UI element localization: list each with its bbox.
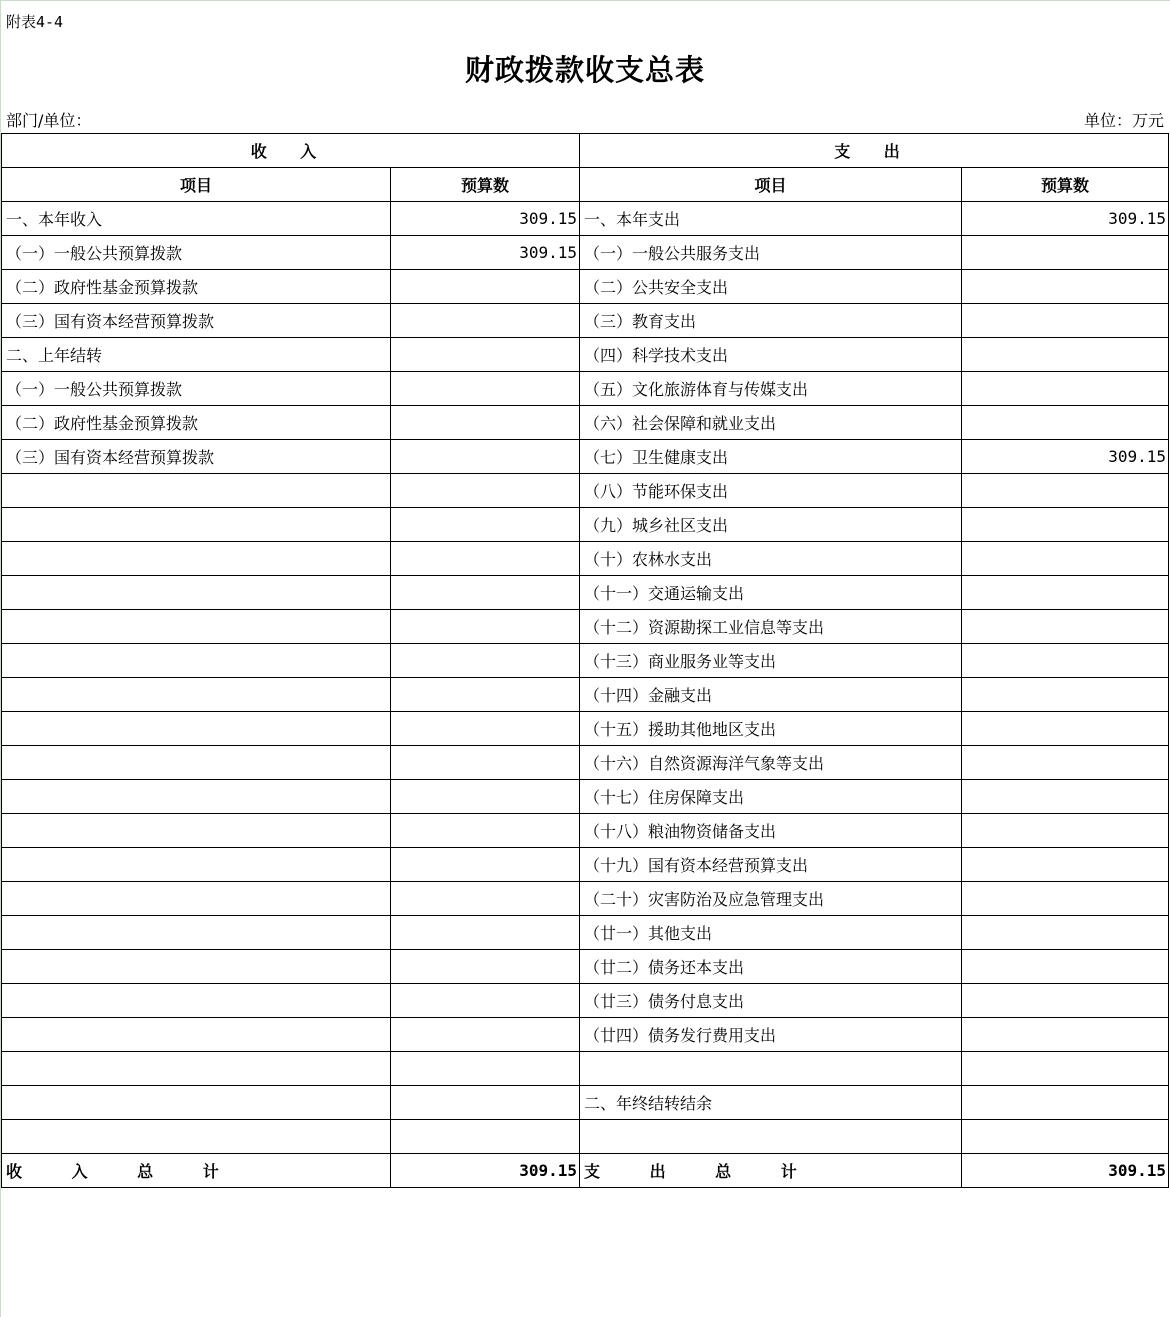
table-row bbox=[2, 644, 1169, 678]
income-budget-cell bbox=[391, 1120, 580, 1154]
income-section-header: 收 入 bbox=[2, 134, 580, 168]
expense-item-cell: （二十）灾害防治及应急管理支出 bbox=[580, 882, 962, 916]
table-row bbox=[2, 576, 1169, 610]
expense-item-cell: （廿三）债务付息支出 bbox=[580, 984, 962, 1018]
expense-item-cell bbox=[580, 1120, 962, 1154]
expense-budget-cell bbox=[962, 372, 1169, 406]
expense-item-cell: （二）公共安全支出 bbox=[580, 270, 962, 304]
expense-budget-cell bbox=[962, 610, 1169, 644]
table-row bbox=[2, 338, 1169, 372]
table-row bbox=[2, 236, 1169, 270]
expense-section-header: 支 出 bbox=[580, 134, 1169, 168]
expense-item-cell: （十）农林水支出 bbox=[580, 542, 962, 576]
table-row bbox=[2, 814, 1169, 848]
income-budget-cell bbox=[391, 508, 580, 542]
expense-budget-cell bbox=[962, 576, 1169, 610]
expense-budget-cell bbox=[962, 508, 1169, 542]
income-item-cell bbox=[2, 712, 391, 746]
income-item-cell: 二、上年结转 bbox=[2, 338, 391, 372]
income-item-cell bbox=[2, 1120, 391, 1154]
expense-budget-cell bbox=[962, 406, 1169, 440]
table-row bbox=[2, 746, 1169, 780]
expense-budget-cell bbox=[962, 984, 1169, 1018]
table-row bbox=[2, 780, 1169, 814]
expense-item-cell: （四）科学技术支出 bbox=[580, 338, 962, 372]
income-budget-cell bbox=[391, 848, 580, 882]
expense-item-cell: 一、本年支出 bbox=[580, 202, 962, 236]
table-row bbox=[2, 848, 1169, 882]
income-item-cell bbox=[2, 542, 391, 576]
expense-budget-cell bbox=[962, 304, 1169, 338]
income-budget-cell bbox=[391, 644, 580, 678]
expense-item-cell: （五）文化旅游体育与传媒支出 bbox=[580, 372, 962, 406]
income-item-cell bbox=[2, 916, 391, 950]
expense-budget-cell bbox=[962, 236, 1169, 270]
income-item-cell bbox=[2, 576, 391, 610]
income-budget-cell bbox=[391, 474, 580, 508]
table-row bbox=[2, 474, 1169, 508]
expense-item-cell: （十四）金融支出 bbox=[580, 678, 962, 712]
unit-label: 单位：万元 bbox=[1083, 111, 1164, 130]
income-total-label: 收 入 总 计 bbox=[2, 1154, 391, 1188]
table-row bbox=[2, 950, 1169, 984]
income-budget-cell bbox=[391, 610, 580, 644]
section-header-row bbox=[2, 134, 1169, 168]
expense-item-cell: （九）城乡社区支出 bbox=[580, 508, 962, 542]
income-item-cell: 一、本年收入 bbox=[2, 202, 391, 236]
income-budget-cell bbox=[391, 916, 580, 950]
income-budget-cell: 309.15 bbox=[391, 202, 580, 236]
expense-total-label: 支 出 总 计 bbox=[580, 1154, 962, 1188]
expense-item-cell: （廿二）债务还本支出 bbox=[580, 950, 962, 984]
income-item-cell bbox=[2, 1086, 391, 1120]
expense-budget-cell bbox=[962, 1018, 1169, 1052]
table-row bbox=[2, 1120, 1169, 1154]
expense-budget-cell bbox=[962, 338, 1169, 372]
income-budget-cell bbox=[391, 1018, 580, 1052]
table-row bbox=[2, 202, 1169, 236]
expense-item-cell: （一）一般公共服务支出 bbox=[580, 236, 962, 270]
table-row bbox=[2, 440, 1169, 474]
income-budget-cell bbox=[391, 372, 580, 406]
income-budget-cell: 309.15 bbox=[391, 236, 580, 270]
table-row bbox=[2, 984, 1169, 1018]
page-title: 财政拨款收支总表 bbox=[464, 53, 705, 87]
expense-budget-cell bbox=[962, 474, 1169, 508]
income-item-cell: （一）一般公共预算拨款 bbox=[2, 236, 391, 270]
income-budget-cell bbox=[391, 882, 580, 916]
expense-item-cell: （十九）国有资本经营预算支出 bbox=[580, 848, 962, 882]
expense-budget-cell bbox=[962, 712, 1169, 746]
expense-item-cell: （六）社会保障和就业支出 bbox=[580, 406, 962, 440]
table-row bbox=[2, 270, 1169, 304]
expense-item-cell: （廿四）债务发行费用支出 bbox=[580, 1018, 962, 1052]
expense-budget-cell bbox=[962, 848, 1169, 882]
income-item-cell: （三）国有资本经营预算拨款 bbox=[2, 304, 391, 338]
column-header-row bbox=[2, 168, 1169, 202]
income-item-cell: （二）政府性基金预算拨款 bbox=[2, 406, 391, 440]
expense-item-cell: 二、年终结转结余 bbox=[580, 1086, 962, 1120]
income-item-cell bbox=[2, 848, 391, 882]
income-budget-cell bbox=[391, 1086, 580, 1120]
attachment-label: 附表4-4 bbox=[6, 13, 64, 31]
income-budget-cell bbox=[391, 1052, 580, 1086]
expense-item-cell: （三）教育支出 bbox=[580, 304, 962, 338]
dept-label: 部门/单位： bbox=[6, 111, 92, 130]
income-budget-cell bbox=[391, 950, 580, 984]
expense-budget-cell: 309.15 bbox=[962, 202, 1169, 236]
expense-item-cell: （十三）商业服务业等支出 bbox=[580, 644, 962, 678]
expense-item-header: 项目 bbox=[580, 168, 962, 202]
table-row bbox=[2, 1018, 1169, 1052]
income-item-cell: （一）一般公共预算拨款 bbox=[2, 372, 391, 406]
income-budget-cell bbox=[391, 780, 580, 814]
income-budget-header: 预算数 bbox=[391, 168, 580, 202]
expense-budget-cell bbox=[962, 882, 1169, 916]
income-budget-cell bbox=[391, 406, 580, 440]
table-row bbox=[2, 916, 1169, 950]
expense-item-cell: （十二）资源勘探工业信息等支出 bbox=[580, 610, 962, 644]
income-budget-cell bbox=[391, 712, 580, 746]
table-row bbox=[2, 1052, 1169, 1086]
expense-budget-cell bbox=[962, 1052, 1169, 1086]
expense-budget-cell bbox=[962, 542, 1169, 576]
expense-budget-cell bbox=[962, 270, 1169, 304]
expense-total-value: 309.15 bbox=[962, 1154, 1169, 1188]
income-item-cell bbox=[2, 610, 391, 644]
table-row bbox=[2, 508, 1169, 542]
expense-budget-cell bbox=[962, 746, 1169, 780]
expense-item-cell: （十八）粮油物资储备支出 bbox=[580, 814, 962, 848]
income-item-cell bbox=[2, 474, 391, 508]
budget-table bbox=[1, 133, 1169, 1188]
income-item-cell bbox=[2, 746, 391, 780]
income-total-value: 309.15 bbox=[391, 1154, 580, 1188]
table-row bbox=[2, 882, 1169, 916]
income-budget-cell bbox=[391, 304, 580, 338]
income-item-cell: （二）政府性基金预算拨款 bbox=[2, 270, 391, 304]
table-row bbox=[2, 372, 1169, 406]
income-item-cell bbox=[2, 814, 391, 848]
expense-budget-cell bbox=[962, 1086, 1169, 1120]
expense-budget-cell bbox=[962, 780, 1169, 814]
expense-item-cell: （七）卫生健康支出 bbox=[580, 440, 962, 474]
table-row bbox=[2, 678, 1169, 712]
expense-budget-cell bbox=[962, 814, 1169, 848]
expense-item-cell: （十六）自然资源海洋气象等支出 bbox=[580, 746, 962, 780]
income-item-cell bbox=[2, 950, 391, 984]
table-row bbox=[2, 1086, 1169, 1120]
income-budget-cell bbox=[391, 270, 580, 304]
expense-item-cell: （十一）交通运输支出 bbox=[580, 576, 962, 610]
income-budget-cell bbox=[391, 440, 580, 474]
expense-budget-cell bbox=[962, 644, 1169, 678]
expense-budget-cell bbox=[962, 678, 1169, 712]
table-row bbox=[2, 406, 1169, 440]
expense-budget-cell bbox=[962, 1120, 1169, 1154]
expense-item-cell bbox=[580, 1052, 962, 1086]
income-item-cell bbox=[2, 1018, 391, 1052]
expense-item-cell: （廿一）其他支出 bbox=[580, 916, 962, 950]
income-item-cell bbox=[2, 644, 391, 678]
table-row bbox=[2, 304, 1169, 338]
table-row bbox=[2, 712, 1169, 746]
income-budget-cell bbox=[391, 542, 580, 576]
expense-item-cell: （十五）援助其他地区支出 bbox=[580, 712, 962, 746]
expense-budget-cell: 309.15 bbox=[962, 440, 1169, 474]
expense-item-cell: （十七）住房保障支出 bbox=[580, 780, 962, 814]
income-item-cell: （三）国有资本经营预算拨款 bbox=[2, 440, 391, 474]
income-item-header: 项目 bbox=[2, 168, 391, 202]
income-item-cell bbox=[2, 508, 391, 542]
income-item-cell bbox=[2, 678, 391, 712]
expense-item-cell: （八）节能环保支出 bbox=[580, 474, 962, 508]
income-budget-cell bbox=[391, 678, 580, 712]
table-row bbox=[2, 610, 1169, 644]
income-budget-cell bbox=[391, 984, 580, 1018]
income-item-cell bbox=[2, 882, 391, 916]
table-row bbox=[2, 542, 1169, 576]
income-budget-cell bbox=[391, 338, 580, 372]
income-item-cell bbox=[2, 1052, 391, 1086]
income-budget-cell bbox=[391, 576, 580, 610]
totals-row bbox=[2, 1154, 1169, 1188]
expense-budget-cell bbox=[962, 916, 1169, 950]
income-budget-cell bbox=[391, 746, 580, 780]
income-item-cell bbox=[2, 984, 391, 1018]
income-item-cell bbox=[2, 780, 391, 814]
income-budget-cell bbox=[391, 814, 580, 848]
sheet-top-border bbox=[0, 0, 1170, 1]
expense-budget-cell bbox=[962, 950, 1169, 984]
expense-budget-header: 预算数 bbox=[962, 168, 1169, 202]
